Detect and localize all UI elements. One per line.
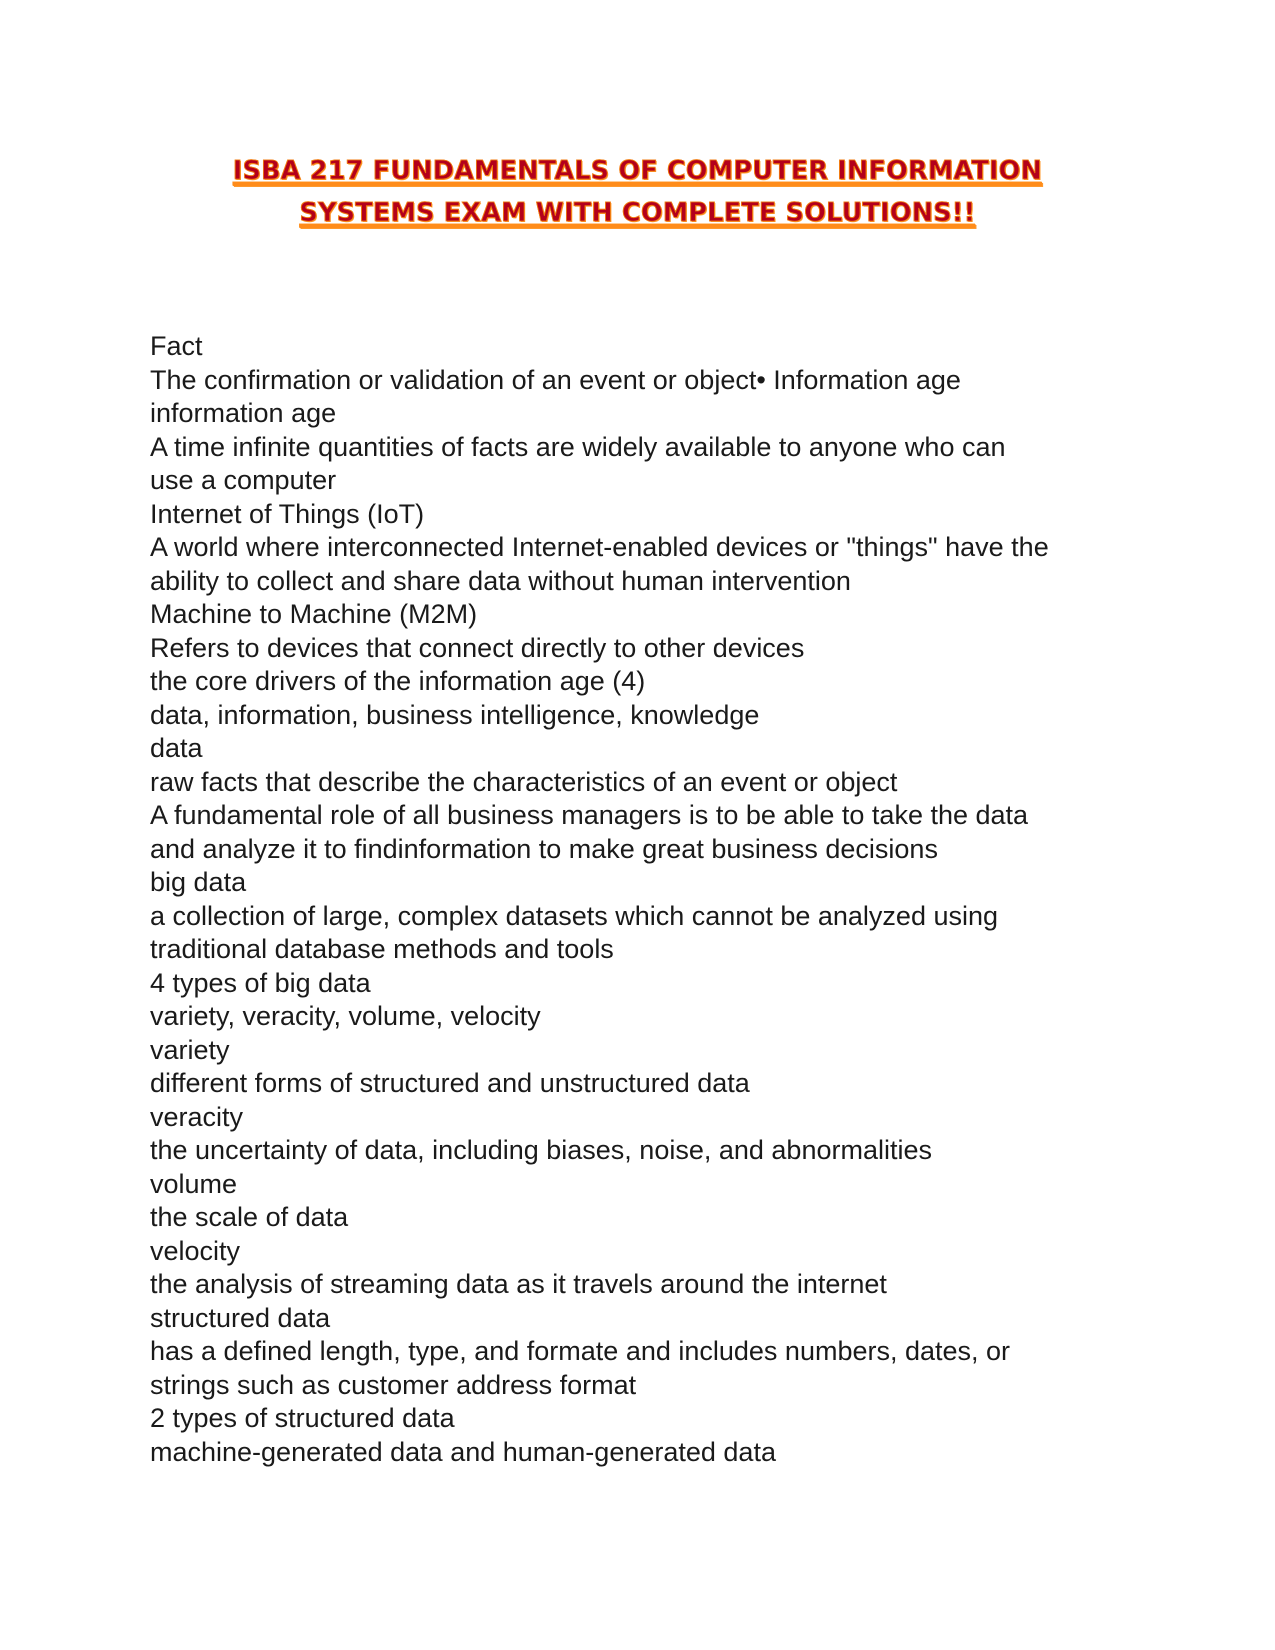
text-line: raw facts that describe the characteristics of an event or object	[150, 766, 898, 797]
document-body	[150, 330, 1140, 1469]
text-line: volume	[150, 1168, 238, 1199]
text-line: variety, veracity, volume, velocity	[150, 1001, 541, 1031]
text-line: data, information, business intelligence, knowledge	[150, 699, 760, 730]
text-line: variety	[150, 1034, 230, 1065]
text-line: A fundamental role of all business managers is to be able to take the data	[150, 800, 1029, 830]
text-line: a collection of large, complex datasets which cannot be analyzed using	[150, 900, 999, 931]
text-line: traditional database methods and tools	[150, 934, 614, 964]
text-line: the analysis of streaming data as it travels around the internet	[150, 1269, 887, 1299]
text-line: the scale of data	[150, 1202, 349, 1232]
text-line: and analyze it to findinformation to make great business decisions	[150, 833, 938, 864]
text-line: veracity	[150, 1101, 244, 1132]
text-line: different forms of structured and unstructured data	[150, 1068, 750, 1098]
text-line: use a computer	[150, 465, 337, 495]
text-line: 2 types of structured data	[150, 1403, 455, 1433]
text-line: machine-generated data and human-generated data	[150, 1436, 776, 1467]
text-line: Fact	[150, 331, 203, 361]
text-line: information age	[150, 398, 337, 428]
text-line: big data	[150, 867, 247, 897]
document-title	[120, 150, 1155, 234]
text-line: Internet of Things (IoT)	[150, 498, 425, 529]
title-line-2: SYSTEMS EXAM WITH COMPLETE SOLUTIONS!!	[299, 198, 976, 228]
text-line: 4 types of big data	[150, 967, 371, 998]
text-line: Machine to Machine (M2M)	[150, 599, 478, 629]
text-line: ability to collect and share data without human intervention	[150, 565, 851, 596]
text-line: data	[150, 733, 203, 763]
text-line: strings such as customer address format	[150, 1369, 637, 1400]
text-line: A world where interconnected Internet-enabled devices or "things" have the	[150, 532, 1049, 562]
title-line-1: ISBA 217 FUNDAMENTALS OF COMPUTER INFORMATION	[232, 156, 1043, 186]
text-line: velocity	[150, 1235, 241, 1266]
text-line: structured data	[150, 1302, 331, 1333]
text-line: A time infinite quantities of facts are widely available to anyone who can	[150, 431, 1006, 462]
text-line: The confirmation or validation of an event or object• Information age	[150, 364, 961, 395]
text-line: has a defined length, type, and formate and includes numbers, dates, or	[150, 1336, 1011, 1366]
text-line: Refers to devices that connect directly to other devices	[150, 632, 805, 663]
text-line: the core drivers of the information age (4)	[150, 666, 646, 696]
text-line: the uncertainty of data, including biases, noise, and abnormalities	[150, 1135, 932, 1165]
